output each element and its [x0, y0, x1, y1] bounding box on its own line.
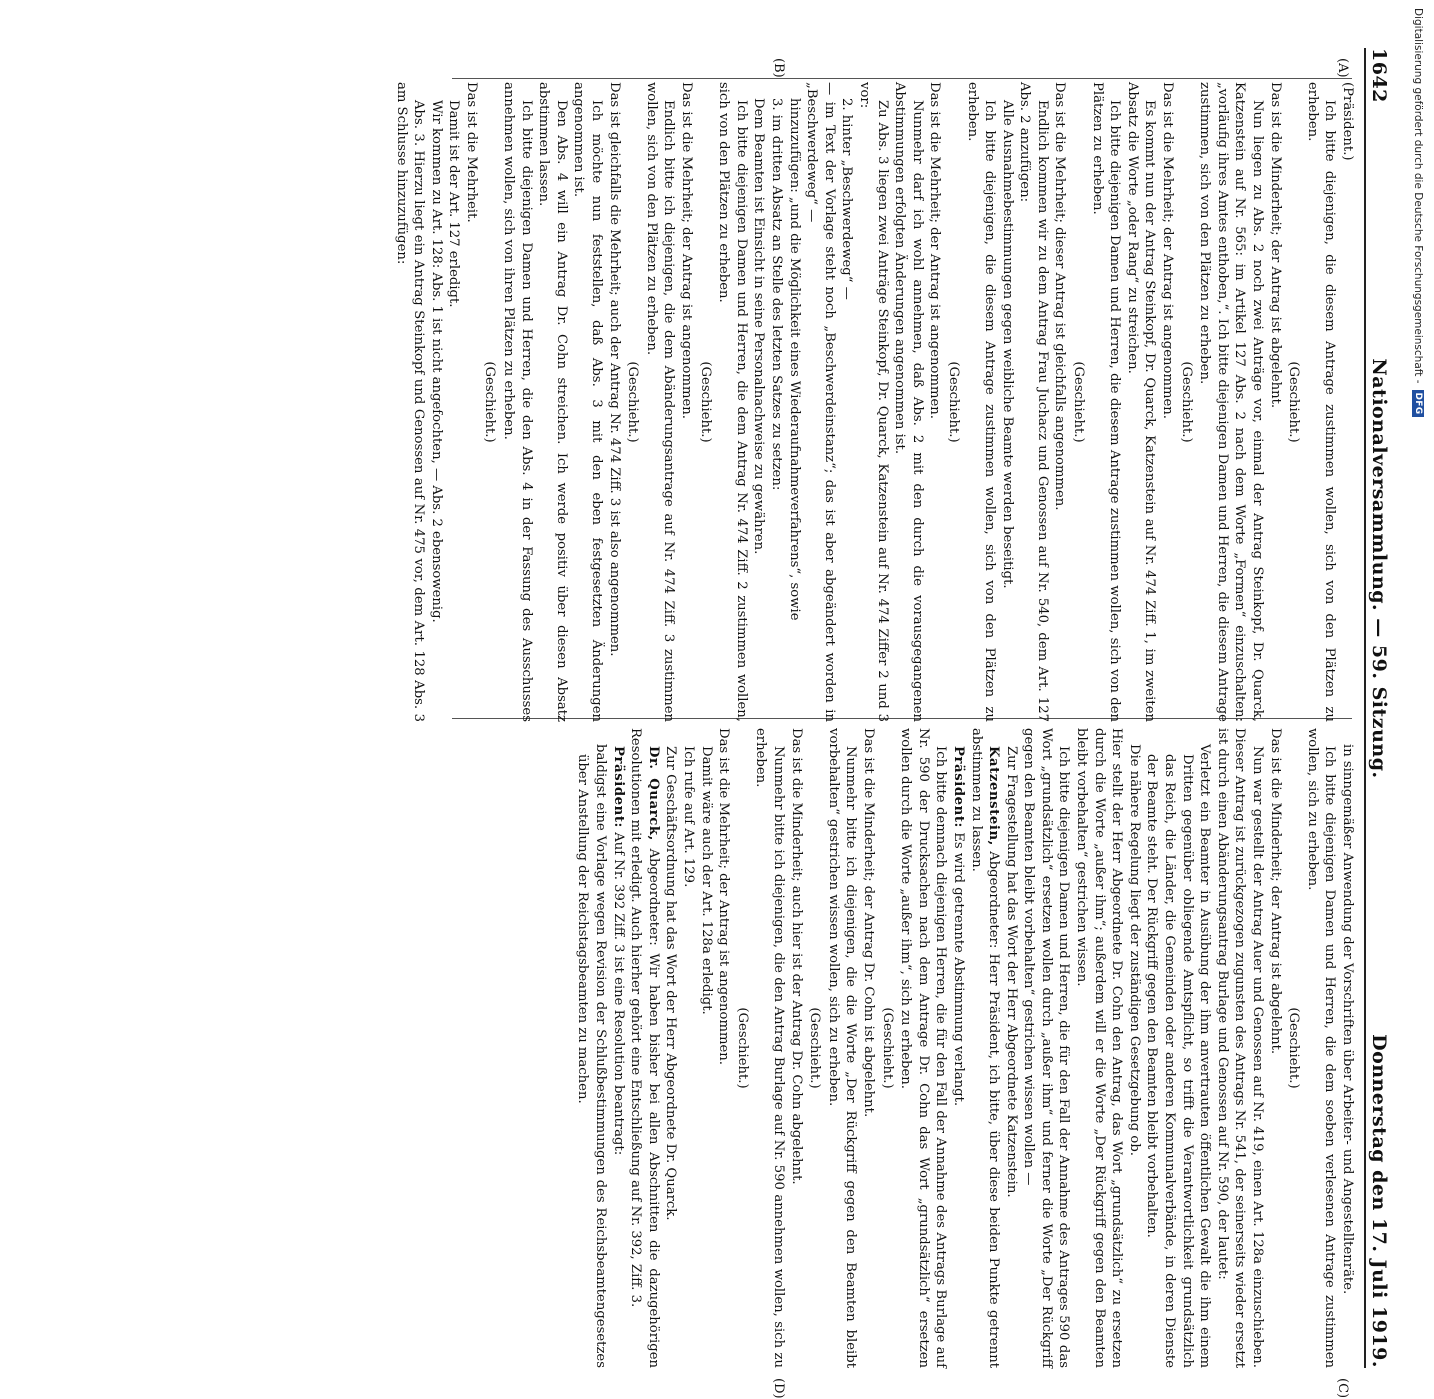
- speaker-name: Präsident:: [950, 746, 966, 829]
- stage-direction: (Geschieht.): [1286, 361, 1302, 443]
- paragraph: Das ist die Minderheit; der Antrag ist abgelehnt.: [1267, 82, 1283, 409]
- stage-direction: (Geschieht.): [807, 1007, 823, 1089]
- stage-direction: (Geschieht.): [1178, 361, 1194, 443]
- stage-direction: (Geschieht.): [945, 361, 961, 443]
- header-rule: [1364, 48, 1366, 1368]
- paragraph: Alle Ausnahmebestimmungen gegen weibliche Beamte werden beseitigt.: [999, 100, 1015, 589]
- paragraph: Das ist die Mehrheit; der Antrag ist angenommen.: [1160, 82, 1176, 419]
- digitization-text: Digitalisierung gefördert durch die Deutsche Forschungsgemeinschaft -: [1412, 8, 1424, 384]
- paragraph: Ich möchte nun feststellen, daß Abs. 3 mit den eben festgesetzten Änderungen angenommen ist.: [571, 82, 605, 722]
- paragraph: Ich bitte diejenigen Damen und Herren, die für den Fall der Annahme des Antrages 590 das Wort „grundsätzlich“ ersetzen wollen durch „außer ihm“ und ferner die Worte „Der Rückgriff gegen den Beamten bleibt vorbehalten“ gestrichen wissen wollen —: [1021, 728, 1072, 1368]
- stage-direction: (Geschieht.): [625, 361, 641, 443]
- paragraph: Nun war gestellt der Antrag Auer und Genossen auf Nr. 419, einen Art. 128a einzuschieben. Dieser Antrag ist zurückgezogen zugunsten des Antrags Nr. 541, der seinerseits wieder ersetzt ist durch einen Abänderungsantrag Burlage und Genossen auf Nr. 590, der lautet:: [1214, 728, 1266, 1368]
- paragraph: Nun liegen zu Abs. 2 noch zwei Anträge vor, einmal der Antrag Steinkopf, Dr. Quarck, Katzenstein auf Nr. 565: im Artikel 127 Abs. 2 nach dem Worte „Formen“ einzuschalten: „vorläufig ihres Amtes enthoben,“. Ich bitte diejenigen Damen und Herren, die diesem Antrage zustimmen, sich von den Plätzen zu erheben.: [1197, 82, 1266, 722]
- right-text-column: [446, 728, 1356, 1368]
- quoted-motion: in sinngemäßer Anwendung der Vorschriften über Arbeiter- und Angestelltenräte.: [1340, 744, 1355, 1295]
- speaker-paragraph: [627, 728, 662, 1368]
- paragraph: Abs. 3. Hierzu liegt ein Antrag Steinkopf und Genossen auf Nr. 475 vor, dem Art. 128 Abs. 3 am Schlusse hinzuzufügen:: [393, 82, 427, 722]
- paragraph: Das ist die Mehrheit; dieser Antrag ist gleichfalls angenommen.: [1052, 82, 1068, 511]
- quoted-motion: Dem Beamten ist Einsicht in seine Personalnachweise zu gewähren.: [751, 98, 767, 555]
- stage-direction: (Geschieht.): [482, 361, 498, 443]
- paragraph: Endlich kommen wir zu dem Antrag Frau Juchacz und Genossen auf Nr. 540, dem Art. 127 Abs. 2 anzufügen:: [1017, 82, 1050, 722]
- margin-mark-b: (B): [771, 58, 786, 78]
- left-text-column: [393, 82, 1356, 722]
- paragraph: Ich bitte diejenigen, die diesem Antrage zustimmen wollen, sich von den Plätzen zu erheben.: [964, 82, 998, 722]
- paragraph: Das ist gleichfalls die Mehrheit; auch der Antrag Nr. 474 Ziff. 3 ist also angenommen.: [606, 82, 622, 657]
- paragraph: Wir kommen zu Art. 128: Abs. 1 ist nicht angefochten, — Abs. 2 ebensowenig.: [428, 100, 444, 623]
- quoted-motion: Verletzt ein Beamter in Ausübung der ihm anvertrauten öffentlichen Gewalt die ihm einem Dritten gegenüber obliegende Amtspflicht, so trifft die Verantwortlichkeit grundsätzlich das Reich, die Länder, die Gemeinden oder anderen Kommunalverbände, in deren Dienste der Beamte steht. Der Rückgriff gegen den Beamten bleibt vorbehalten.: [1144, 744, 1213, 1368]
- paragraph: Ich bitte diejenigen Damen und Herren, die dem Antrag Nr. 474 Ziff. 2 zustimmen wollen, sich von den Plätzen zu erheben.: [716, 82, 749, 722]
- paragraph: Nunmehr bitte ich diejenigen, die die Worte „Der Rückgriff gegen den Beamten bleibt vorbehalten“ gestrichen wissen wollen, sich zu erheben.: [825, 728, 859, 1368]
- speech-text: Auf Nr. 392 Ziff. 3 ist eine Resolution beantragt:: [610, 828, 626, 1156]
- stage-direction: (Geschieht.): [734, 1007, 750, 1089]
- margin-mark-a: (A): [1335, 58, 1350, 78]
- quoted-motion: Die nähere Regelung liegt der zuständigen Gesetzgebung ob.: [1126, 744, 1142, 1156]
- quoted-motion: 3. im dritten Absatz an Stelle des letzten Satzes zu setzen:: [769, 98, 784, 491]
- paragraph: Ich bitte diejenigen Damen und Herren, die den Abs. 4 in der Fassung des Ausschusses annehmen wollen, sich von ihren Plätzen zu erheben.: [501, 82, 534, 722]
- margin-mark-d: (D): [771, 1378, 786, 1399]
- paragraph: Nunmehr bitte ich diejenigen, die den Antrag Burlage auf Nr. 590 annehmen wollen, sich zu erheben.: [753, 728, 786, 1368]
- dfg-logo: DFG: [1412, 390, 1424, 418]
- speech-text: Abgeordneter: Wir haben bisher bei allen Abschnitten die dazugehörigen Resolutionen mit erledigt. Auch hierher gehört eine Entschließung auf Nr. 392, Ziff. 3.: [628, 728, 661, 1369]
- speech-text: Abgeordneter: Herr Präsident, ich bitte, über diese beiden Punkte getrennt abstimmen zu lassen.: [968, 728, 1002, 1368]
- paragraph: Das ist die Mehrheit; der Antrag ist angenommen.: [679, 82, 695, 419]
- paragraph: Das ist die Mehrheit.: [463, 82, 479, 223]
- stage-direction: (Geschieht.): [697, 361, 713, 443]
- paragraph: (Präsident.): [1340, 82, 1355, 161]
- speaker-paragraph: [967, 728, 1002, 1368]
- paragraph: Damit wäre auch der Art. 128a erledigt.: [698, 746, 714, 1015]
- stage-direction: (Geschieht.): [1286, 1007, 1302, 1089]
- stage-direction: (Geschieht.): [1071, 361, 1087, 443]
- session-title: Nationalversammlung. — 59. Sitzung.: [1368, 358, 1390, 779]
- speaker-paragraph: [609, 728, 627, 1368]
- paragraph: Das ist die Mehrheit; der Antrag ist angenommen.: [716, 728, 732, 1065]
- paragraph: Ich bitte diejenigen Damen und Herren, die diesem Antrage zustimmen wollen, sich von den Plätzen zu erheben.: [1089, 82, 1123, 722]
- paragraph: Ich bitte diejenigen, die diesem Antrage zustimmen wollen, sich von den Plätzen zu erheben.: [1304, 82, 1338, 722]
- stage-direction: (Geschieht.): [879, 1007, 895, 1089]
- page-number: 1642: [1368, 48, 1390, 103]
- paragraph: Zur Geschäftsordnung hat das Wort der Herr Abgeordnete Dr. Quarck.: [663, 746, 679, 1221]
- paragraph: Das ist die Mehrheit; der Antrag ist angenommen.: [927, 82, 943, 419]
- quoted-motion: hinzuzufügen: „und die Möglichkeit eines Wiederaufnahmeverfahrens“, sowie: [786, 98, 802, 621]
- speaker-name: Dr. Quarck,: [645, 746, 661, 841]
- speaker-name: Präsident:: [610, 746, 626, 829]
- quoted-motion: 2. hinter „Beschwerdeweg“ —: [839, 98, 855, 300]
- speaker-name: Katzenstein,: [986, 746, 1002, 846]
- paragraph: Ich bitte diejenigen Damen und Herren, die dem soeben verlesenen Antrage zustimmen wollen, sich zu erheben.: [1304, 728, 1338, 1368]
- margin-mark-c: (C): [1335, 1378, 1350, 1399]
- speaker-paragraph: [949, 728, 967, 1368]
- digitization-notice: [1408, 8, 1434, 958]
- paragraph: Hier stellt der Herr Abgeordnete Dr. Cohn den Antrag, das Wort „grundsätzlich“ zu ersetzen durch die Worte „außer ihm“; außerdem will er die Worte „Der Rückgriff gegen den Beamten bleibt vorbehalten“ gestrichen wissen.: [1074, 728, 1125, 1368]
- session-date: Donnerstag den 17. Juli 1919.: [1368, 1034, 1390, 1368]
- quoted-motion: baldigst eine Vorlage wegen Revision der Schlußbestimmungen des Reichsbeamtengesetzes über Anstellung der Reichstagsbeamten zu machen.: [575, 744, 609, 1368]
- paragraph: Das ist die Minderheit; auch hier ist der Antrag Dr. Cohn abgelehnt.: [788, 728, 804, 1185]
- paragraph: Damit ist der Art. 127 erledigt.: [446, 100, 462, 308]
- paragraph: Ich bitte demnach diejenigen Herren, die für den Fall der Annahme des Antrags Burlage auf Nr. 590 der Drucksachen nach dem Antrage Dr. Cohn das Wort „grundsätzlich“ ersetzen wollen durch die Worte „außer ihm“, sich zu erheben.: [898, 728, 949, 1368]
- paragraph: Das ist die Minderheit; der Antrag Dr. Cohn ist abgelehnt.: [860, 728, 876, 1118]
- paragraph: Nunmehr darf ich wohl annehmen, daß Abs. 2 mit den durch die vorausgegangenen Abstimmungen erfolgten Änderungen angenommen ist.: [892, 82, 925, 722]
- page-header: [1368, 48, 1404, 1368]
- paragraph: Zu Abs. 3 liegen zwei Anträge Steinkopf, Dr. Quarck, Katzenstein auf Nr. 474 Ziffer 2 und 3 vor:: [856, 82, 890, 722]
- paragraph: Ich rufe auf Art. 129.: [681, 746, 697, 888]
- speech-text: Es wird getrennte Abstimmung verlangt.: [950, 828, 966, 1107]
- paragraph: — im Text der Vorlage steht noch „Beschwerdeinstanz“; das ist aber abgeändert worden in „Beschwerdeweg“ —: [804, 82, 837, 722]
- paragraph: Endlich bitte ich diejenigen, die dem Abänderungsantrage auf Nr. 474 Ziff. 3 zustimmen wollen, sich von den Plätzen zu erheben.: [643, 82, 677, 722]
- paragraph: Das ist die Minderheit; der Antrag ist abgelehnt.: [1267, 728, 1283, 1055]
- left-border: [452, 78, 1352, 79]
- paragraph: Den Abs. 4 will ein Antrag Dr. Cohn streichen. Ich werde positiv über diesen Absatz abstimmen lassen.: [536, 82, 569, 722]
- paragraph: Zur Fragestellung hat das Wort der Herr Abgeordnete Katzenstein.: [1003, 746, 1019, 1198]
- paragraph: Es kommt nun der Antrag Steinkopf, Dr. Quarck, Katzenstein auf Nr. 474 Ziff. 1, im zweiten Absatz die Worte „oder Rang“ zu streichen.: [1124, 82, 1158, 722]
